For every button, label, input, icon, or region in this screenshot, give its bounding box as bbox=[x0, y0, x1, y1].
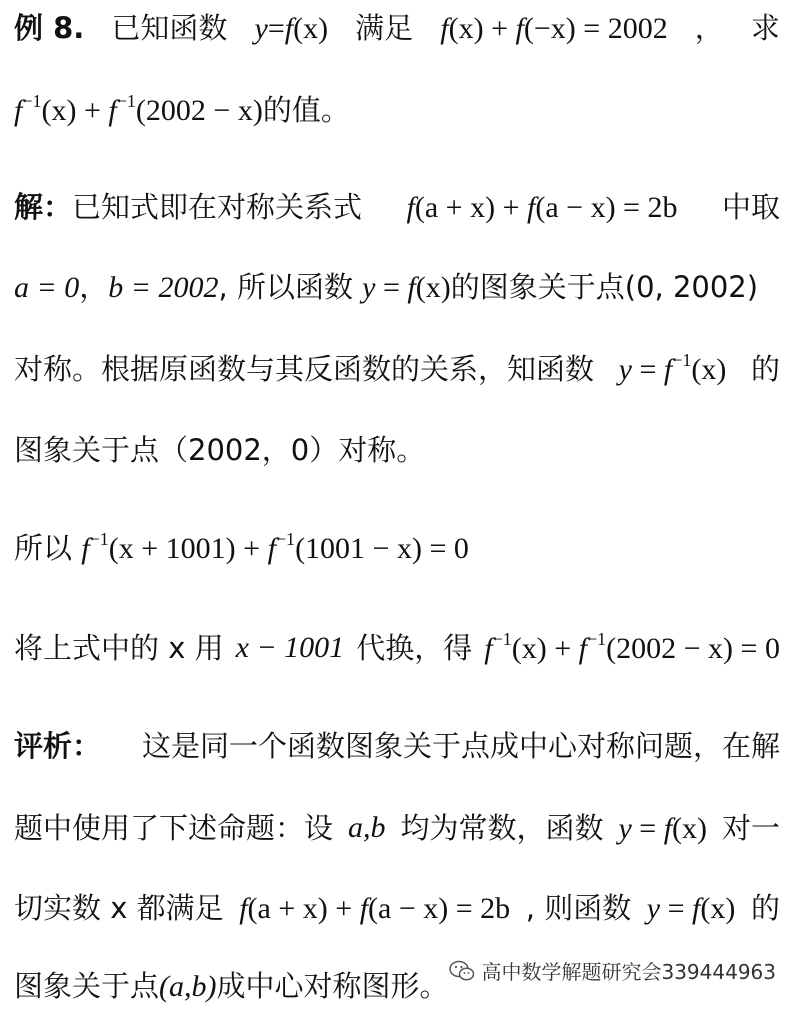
math: f bbox=[663, 353, 673, 386]
math: f bbox=[407, 271, 416, 304]
math: (x + 1001) + bbox=[108, 532, 268, 565]
example-question-line bbox=[14, 90, 780, 131]
math-superscript: −1 bbox=[116, 91, 136, 111]
math: (1001 − x) = 0 bbox=[295, 532, 469, 565]
math: f bbox=[359, 892, 369, 925]
text: ， bbox=[694, 11, 724, 45]
math: f bbox=[663, 812, 673, 845]
math-superscript: −1 bbox=[22, 91, 42, 111]
math: (a − x) = 2b bbox=[535, 191, 678, 224]
text: 切实数 x 都满足 bbox=[14, 891, 224, 925]
math: x − 1001 bbox=[235, 631, 345, 664]
formula bbox=[440, 8, 667, 49]
text: 将上式中的 x 用 bbox=[14, 631, 224, 665]
text: 这是同一个函数图象关于点成中心对称问题，在解 bbox=[141, 729, 780, 763]
text: 所以 bbox=[14, 531, 73, 565]
math: (a − x) = 2b bbox=[368, 892, 511, 925]
solution-line-1 bbox=[14, 187, 780, 228]
formula bbox=[647, 888, 736, 929]
math: b = 2002 bbox=[108, 271, 219, 304]
math: y bbox=[618, 812, 632, 845]
math: (x) bbox=[293, 12, 329, 45]
text: 的值。 bbox=[262, 93, 350, 127]
formula bbox=[484, 628, 780, 669]
math: f bbox=[284, 12, 294, 45]
math-superscript: −1 bbox=[586, 629, 607, 649]
solution-label: 解： bbox=[14, 190, 73, 224]
math: = bbox=[375, 271, 408, 304]
text: 对一 bbox=[721, 811, 780, 845]
text: 满足 bbox=[355, 11, 414, 45]
watermark bbox=[449, 956, 776, 985]
text: 中取 bbox=[721, 190, 780, 224]
text: 均为常数，函数 bbox=[400, 811, 604, 845]
derivation-line bbox=[14, 528, 780, 569]
math: (−x) = 2002 bbox=[523, 12, 668, 45]
wechat-icon bbox=[449, 960, 475, 982]
example-label: 例 8. bbox=[14, 11, 85, 45]
formula bbox=[239, 888, 510, 929]
math: (x) + bbox=[41, 94, 109, 127]
math: = bbox=[660, 892, 693, 925]
math: (x) bbox=[700, 892, 736, 925]
analysis-label: 评析： bbox=[14, 729, 102, 763]
text: 成中心对称图形。 bbox=[216, 969, 449, 1003]
math: a = 0 bbox=[14, 271, 80, 304]
math: (x) bbox=[415, 271, 451, 304]
math: f bbox=[484, 632, 493, 665]
text: 的 bbox=[750, 891, 780, 925]
math: y bbox=[646, 892, 661, 925]
formula bbox=[407, 187, 678, 228]
math: y bbox=[618, 353, 632, 386]
math: (x) + bbox=[448, 12, 516, 45]
math: (2002 − x) bbox=[135, 94, 263, 127]
math: (x) + bbox=[511, 632, 579, 665]
math: (a + x) + bbox=[247, 892, 360, 925]
text: 已知式即在对称关系式 bbox=[72, 190, 363, 224]
math-superscript: −1 bbox=[672, 350, 692, 370]
text: 题中使用了下述命题：设 bbox=[14, 811, 334, 845]
math: f bbox=[108, 94, 117, 127]
solution-line-3 bbox=[14, 349, 780, 390]
text: 图象关于点 bbox=[14, 969, 160, 1003]
text: , 所以函数 bbox=[218, 270, 353, 304]
formula bbox=[619, 349, 727, 390]
text: 图象关于点（2002，0）对称。 bbox=[14, 433, 426, 467]
substitution-line bbox=[14, 628, 780, 669]
text: 的 bbox=[750, 352, 780, 386]
math: f bbox=[440, 12, 449, 45]
math: f bbox=[406, 191, 415, 224]
solution-line-2 bbox=[14, 267, 780, 308]
formula bbox=[618, 808, 707, 849]
text: 代换，得 bbox=[356, 631, 473, 665]
math: a,b bbox=[347, 811, 386, 844]
text: 已知函数 bbox=[111, 11, 228, 45]
math: f bbox=[267, 532, 276, 565]
example-title-line bbox=[14, 8, 780, 49]
math: = bbox=[631, 353, 664, 386]
math: f bbox=[692, 892, 701, 925]
math: y bbox=[362, 271, 376, 304]
text: 对称。根据原函数与其反函数的关系，知函数 bbox=[14, 352, 595, 386]
analysis-line-3 bbox=[14, 888, 780, 929]
text: , 则函数 bbox=[525, 891, 632, 925]
analysis-line-2 bbox=[14, 808, 780, 849]
math: (2002 − x) = 0 bbox=[606, 632, 780, 665]
text: ， bbox=[79, 270, 109, 304]
watermark-text: 高中数学解题研究会339444963 bbox=[481, 960, 776, 984]
analysis-line-1 bbox=[14, 726, 780, 766]
math: = bbox=[631, 812, 664, 845]
math-superscript: −1 bbox=[275, 529, 296, 549]
math: f bbox=[239, 892, 248, 925]
math: f bbox=[527, 191, 536, 224]
solution-line-4 bbox=[14, 430, 780, 470]
math-superscript: −1 bbox=[89, 529, 109, 549]
math: f bbox=[14, 94, 23, 127]
math-superscript: −1 bbox=[492, 629, 512, 649]
math: f bbox=[578, 632, 587, 665]
math: (x) bbox=[672, 812, 708, 845]
math: (a,b) bbox=[159, 970, 217, 1003]
math: f bbox=[81, 532, 90, 565]
formula bbox=[255, 8, 329, 49]
math: (x) bbox=[691, 353, 727, 386]
math: = bbox=[267, 12, 285, 45]
text: 的图象关于点(0, 2002) bbox=[450, 270, 759, 304]
math: y bbox=[254, 12, 268, 45]
math: f bbox=[515, 12, 524, 45]
math: (a + x) + bbox=[414, 191, 527, 224]
text: 求 bbox=[750, 11, 780, 45]
